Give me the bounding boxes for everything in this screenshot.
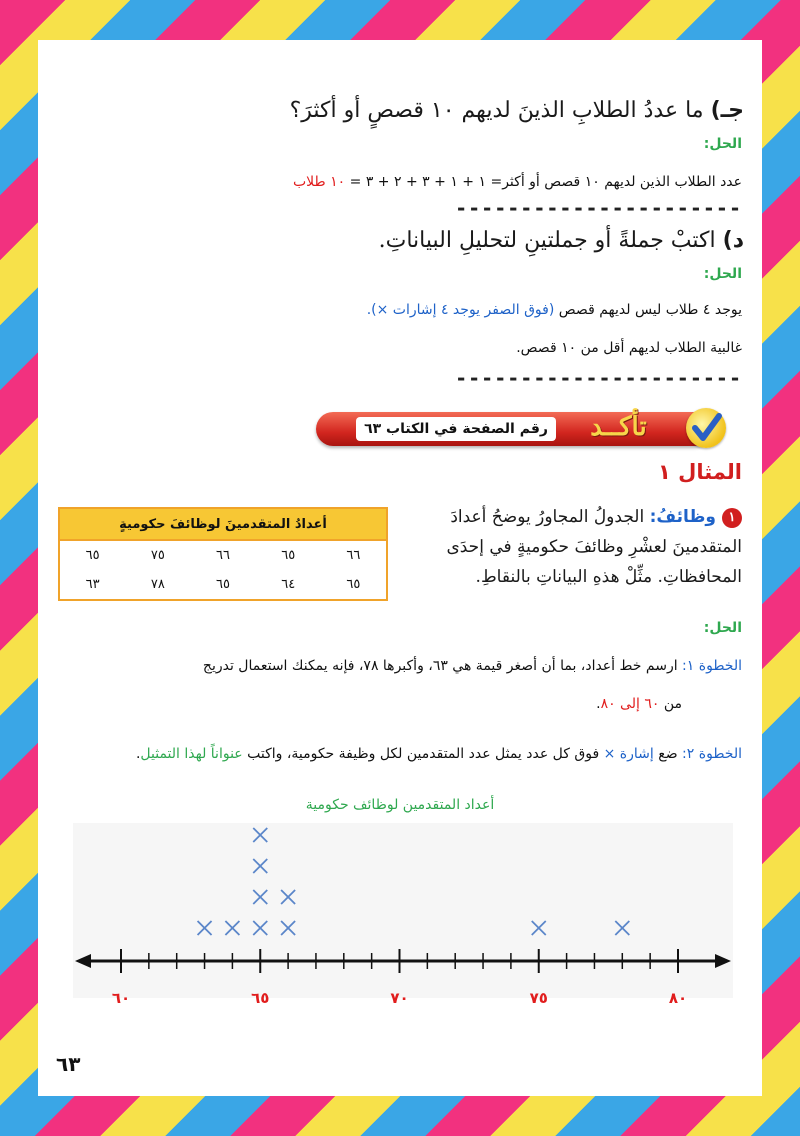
step2-title-word: عنواناً لهذا التمثيل (140, 746, 243, 762)
step2-text-b: فوق كل عدد يمثل عدد المتقدمين لكل وظيفة حكومية، واكتب (247, 746, 600, 762)
table-cell: ٦٥ (216, 577, 231, 592)
answer-d-line1-text: يوجد ٤ طلاب ليس لديهم قصص (558, 302, 742, 318)
tick-label: ٦٥ (251, 989, 270, 1007)
step1-line2 (596, 696, 682, 712)
table-cell: ٧٥ (150, 548, 165, 563)
table-row (59, 570, 387, 600)
step2-text-a: ضع (658, 746, 678, 762)
question-c-letter: جـ) (710, 98, 744, 123)
table-cell: ٧٨ (150, 577, 165, 592)
tick-label: ٦٠ (111, 989, 131, 1007)
tick-label: ٨٠ (668, 989, 688, 1007)
example-statement (397, 502, 742, 592)
answer-c-text: عدد الطلاب الذين لديهم ١٠ قصص أو أكثر= ١ + ١ + ٣ + ٢ + ٣ = (349, 174, 742, 190)
chart-title: أعداد المتقدمين لوظائف حكومية (305, 797, 495, 813)
example-line1: الجدولُ المجاورُ يوضحُ أعدادَ (450, 507, 645, 527)
step2-line (136, 746, 742, 762)
table-cell: ٦٤ (281, 577, 296, 592)
applicants-table (58, 507, 388, 601)
step1-text2: من (663, 696, 682, 712)
chart-background (73, 823, 733, 998)
check-icon (686, 408, 726, 448)
banner-page-ref: رقم الصفحة في الكتاب ٦٣ (356, 417, 556, 441)
example-number-badge: ١ (722, 508, 742, 528)
page-number: ٦٣ (56, 1052, 81, 1076)
step2-end: . (135, 746, 141, 762)
table-cell: ٦٥ (346, 577, 361, 592)
table-cell: ٦٥ (85, 548, 100, 563)
step1-label: الخطوة ١: (682, 658, 742, 674)
example-keyword: وظائفُ: (649, 507, 716, 527)
table-cell: ٦٦ (216, 548, 231, 563)
table-header: أعدادُ المتقدمينَ لوظائفَ حكوميةٍ (59, 508, 387, 540)
step1-line1 (203, 658, 742, 674)
divider-1: ---------------------- (455, 196, 742, 220)
step2-mark: إشارة × (603, 746, 654, 762)
answer-d-line1 (367, 302, 742, 318)
step2-label: الخطوة ٢: (682, 746, 742, 762)
solution-label-example: الحل: (703, 620, 742, 636)
tick-label: ٧٥ (529, 989, 548, 1007)
step1-text: ارسم خط أعداد، بما أن أصغر قيمة هي ٦٣، وأكبرها ٧٨، فإنه يمكنك استعمال تدريج (202, 658, 678, 674)
solution-label-c: الحل: (703, 136, 742, 152)
step1-range: ٦٠ إلى ٨٠ (600, 696, 660, 712)
example-line2: المتقدمينَ لعشْرِ وظائفَ حكوميةٍ في إحدَى (446, 537, 742, 557)
banner-title: تأكــد (590, 412, 647, 442)
example-title: المثال ١ (658, 460, 742, 484)
answer-d-line1-note: (فوق الصفر يوجد ٤ إشارات ×). (366, 302, 555, 318)
question-d (379, 228, 744, 253)
solution-label-d: الحل: (703, 266, 742, 282)
check-banner (316, 408, 726, 450)
question-d-text: اكتبْ جملةً أو جملتينِ لتحليلِ البياناتِ. (378, 228, 716, 253)
question-c (290, 98, 744, 123)
question-c-text: ما عددُ الطلابِ الذينَ لديهم ١٠ قصصٍ أو أكثرَ؟ (289, 98, 704, 123)
line-plot-chart (73, 823, 733, 1018)
worksheet-page (38, 40, 762, 1096)
table-cell: ٦٦ (346, 548, 361, 563)
table-cell: ٦٣ (85, 577, 100, 592)
table-cell: ٦٥ (281, 548, 296, 563)
answer-c-result: ١٠ طلاب (292, 174, 346, 190)
answer-d-line2: غالبية الطلاب لديهم أقل من ١٠ قصص. (516, 340, 742, 356)
question-d-letter: د) (722, 228, 744, 253)
step1-end: . (596, 696, 601, 712)
table-row (59, 540, 387, 570)
example-line3: المحافظاتِ. مثِّلْ هذهِ البياناتِ بالنقاطِ. (475, 567, 742, 587)
tick-label: ٧٠ (390, 989, 409, 1007)
answer-c (293, 174, 742, 190)
divider-2: ---------------------- (455, 366, 742, 390)
